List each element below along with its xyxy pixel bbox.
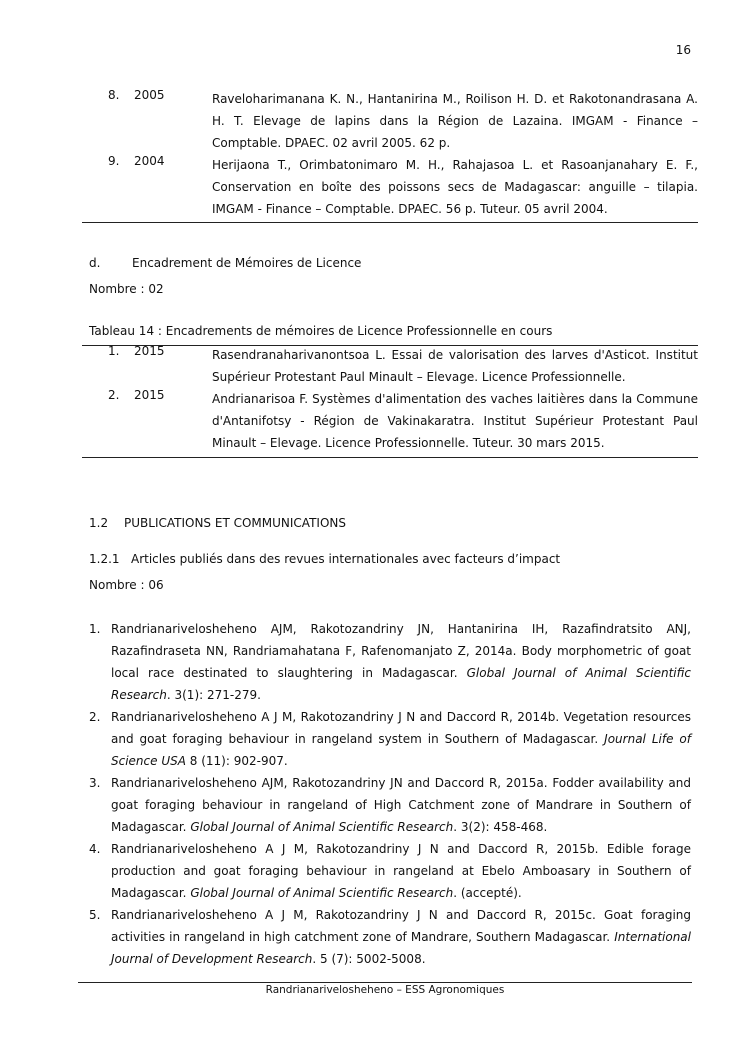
journal-name: Global Journal of Animal Scientific Research xyxy=(111,666,691,702)
row-year: 2015 xyxy=(134,388,165,402)
journal-name: Journal Life of Science USA xyxy=(111,732,691,768)
section-number: 1.2.1 xyxy=(89,552,120,566)
row-text: Raveloharimanana K. N., Hantanirina M., Roilison H. D. et Rakotonandrasana A. H. T. Elevage de lapins dans la Région de Lazaina. IMGAM - Finance – Comptable. DPAEC. 02 avril 2005. 62 p. xyxy=(212,92,698,150)
footer-rule xyxy=(78,982,692,983)
table-caption: Tableau 14 : Encadrements de mémoires de Licence Professionnelle en cours xyxy=(89,324,553,338)
table-bottom-rule xyxy=(82,457,698,458)
table-licence xyxy=(82,344,698,454)
section-title: Encadrement de Mémoires de Licence xyxy=(132,256,362,270)
citation-details: . 3(1): 271-279. xyxy=(166,688,261,702)
item-number: 1. xyxy=(89,622,101,636)
item-number: 5. xyxy=(89,908,101,922)
section-1-2-1-count: Nombre : 06 xyxy=(89,578,164,592)
citation-details: . (accepté). xyxy=(453,886,522,900)
list-item xyxy=(89,618,691,706)
row-year: 2015 xyxy=(134,344,165,358)
citation-details: . 3(2): 458-468. xyxy=(453,820,548,834)
journal-name: Global Journal of Animal Scientific Research xyxy=(190,886,454,900)
section-title: Articles publiés dans des revues internationales avec facteurs d’impact xyxy=(131,552,561,566)
journal-name: Global Journal of Animal Scientific Research xyxy=(190,820,454,834)
section-letter: d. xyxy=(89,256,101,270)
row-number: 9. xyxy=(108,154,120,168)
row-number: 1. xyxy=(108,344,120,358)
row-year: 2004 xyxy=(134,154,165,168)
list-item xyxy=(89,838,691,904)
section-1-2-heading xyxy=(89,516,346,530)
section-d-count: Nombre : 02 xyxy=(89,282,164,296)
citation-authors: Randrianarivelosheheno A J M, Rakotozandriny J N and Daccord R, 2015c. Goat foraging activities in rangeland in high catchment zone of Mandrare, Southern Madagascar. xyxy=(111,908,691,944)
row-text: Herijaona T., Orimbatonimaro M. H., Rahajasoa L. et Rasoanjanahary E. F., Conservation en boîte des poissons secs de Madagascar: anguille – tilapia. IMGAM - Finance – Comptable. DPAEC. 56 p. Tuteur. 05 avril 2004. xyxy=(212,158,698,216)
table-row xyxy=(82,88,698,154)
item-number: 4. xyxy=(89,842,101,856)
table-row xyxy=(82,154,698,220)
row-text: Rasendranaharivanontsoa L. Essai de valorisation des larves d'Asticot. Institut Supérieur Protestant Paul Minault – Elevage. Licence Professionnelle. xyxy=(212,348,698,384)
section-1-2-1-heading xyxy=(89,552,561,566)
row-number: 2. xyxy=(108,388,120,402)
citation-details: 8 (11): 902-907. xyxy=(185,754,288,768)
publication-list xyxy=(89,618,691,970)
table-row xyxy=(82,344,698,388)
table-top xyxy=(82,88,698,220)
item-number: 3. xyxy=(89,776,101,790)
citation-authors: Randrianarivelosheheno A J M, Rakotozandriny J N and Daccord R, 2015b. Edible forage production and goat foraging behaviour in rangeland at Ebelo Amboasary in Southern of Madagascar. xyxy=(111,842,691,900)
row-year: 2005 xyxy=(134,88,165,102)
item-number: 2. xyxy=(89,710,101,724)
list-item xyxy=(89,772,691,838)
section-title: PUBLICATIONS ET COMMUNICATIONS xyxy=(124,516,346,530)
list-item xyxy=(89,706,691,772)
page-number: 16 xyxy=(675,43,691,57)
list-item xyxy=(89,904,691,970)
row-text: Andrianarisoa F. Systèmes d'alimentation des vaches laitières dans la Commune d'Antanifotsy - Région de Vakinakaratra. Institut Supérieur Protestant Paul Minault – Elevage. Licence Professionnelle. Tuteur. 30 mars 2015. xyxy=(212,392,698,450)
section-d-heading xyxy=(89,256,362,270)
table-bottom-rule xyxy=(82,222,698,223)
section-number: 1.2 xyxy=(89,516,109,530)
row-number: 8. xyxy=(108,88,120,102)
citation-authors: Randrianarivelosheheno AJM, Rakotozandriny JN, Hantanirina IH, Razafindratsito ANJ, Razafindraseta NN, Randriamahatana F, Rafenomanjato Z, 2014a. Body morphometric of goat local race destinated to slaughtering in Madagascar. xyxy=(111,622,691,680)
citation-authors: Randrianarivelosheheno A J M, Rakotozandriny J N and Daccord R, 2014b. Vegetation resources and goat foraging behaviour in rangeland system in Southern of Madagascar. xyxy=(111,710,691,746)
journal-name: International Journal of Development Research xyxy=(111,930,691,966)
citation-details: . 5 (7): 5002-5008. xyxy=(312,952,426,966)
table-row xyxy=(82,388,698,454)
citation-authors: Randrianarivelosheheno AJM, Rakotozandriny JN and Daccord R, 2015a. Fodder availability and goat foraging behaviour in rangeland of High Catchment zone of Mandrare in Southern of Madagascar. xyxy=(111,776,691,834)
page-footer: Randrianarivelosheheno – ESS Agronomiques xyxy=(265,984,505,996)
